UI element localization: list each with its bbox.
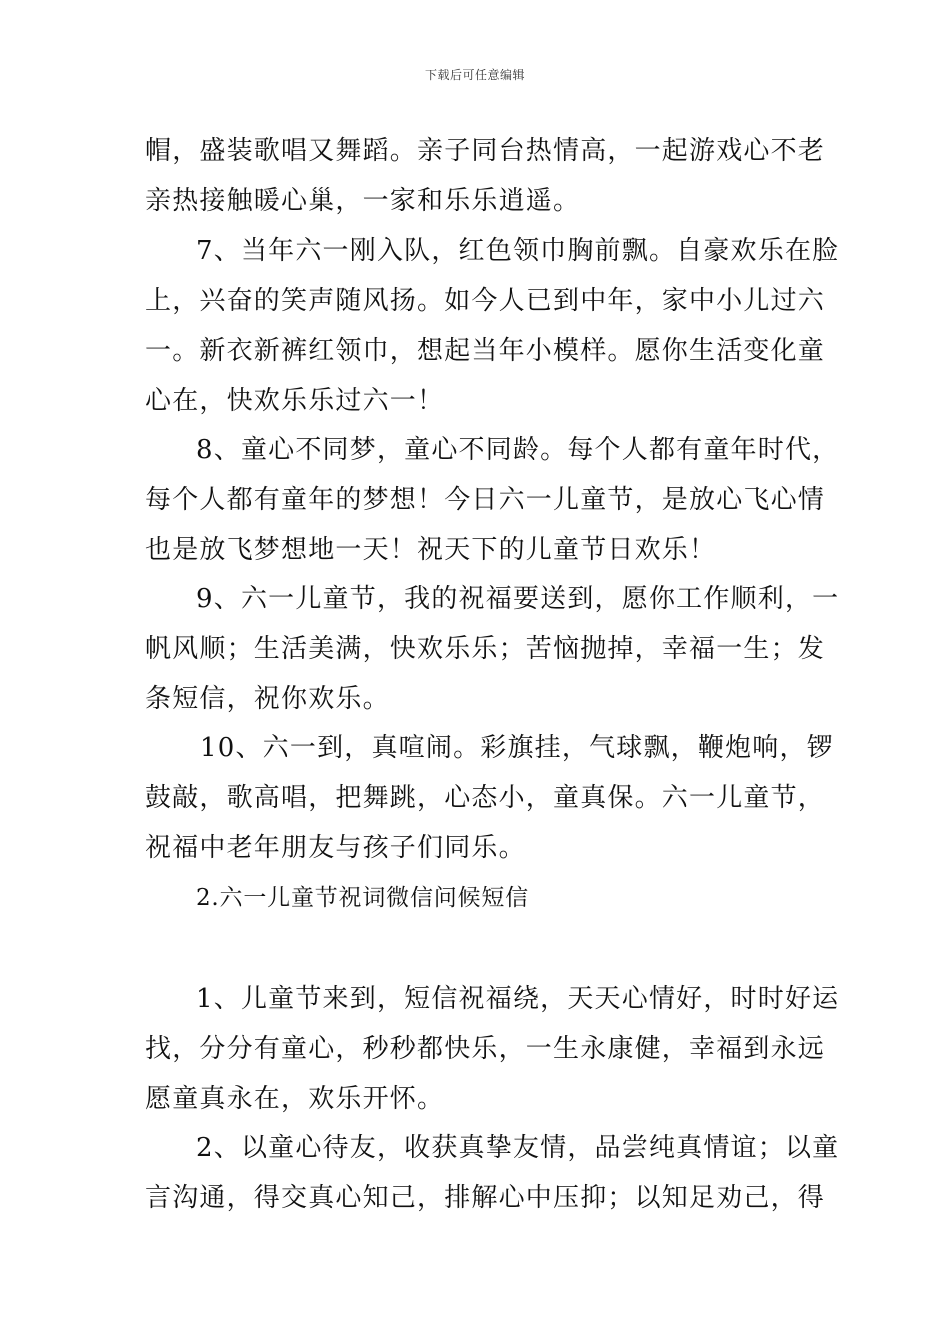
text-line: 8、童心不同梦，童心不同龄。每个人都有童年时代， <box>196 435 840 465</box>
text-line: 言沟通，得交真心知己，排解心中压抑；以知足劝己，得 <box>145 1183 826 1213</box>
text-line: 每个人都有童年的梦想！今日六一儿童节，是放心飞心情 <box>145 485 826 515</box>
text-line: 上，兴奋的笑声随风扬。如今人已到中年，家中小儿过六 <box>145 286 826 316</box>
section-heading: 2.六一儿童节祝词微信问候短信 <box>196 885 529 911</box>
text-line: 心在，快欢乐乐过六一！ <box>145 386 445 416</box>
text-line: 祝福中老年朋友与孩子们同乐。 <box>145 833 526 863</box>
text-line: 条短信，祝你欢乐。 <box>145 684 390 714</box>
text-line: 2、以童心待友，收获真挚友情，品尝纯真情谊；以童 <box>196 1133 840 1163</box>
page-header: 下载后可任意编辑 <box>424 68 525 82</box>
text-line: 9、六一儿童节，我的祝福要送到，愿你工作顺利，一 <box>196 584 840 614</box>
text-line: 帆风顺；生活美满，快欢乐乐；苦恼抛掉，幸福一生；发 <box>145 634 826 664</box>
text-line: 7、当年六一刚入队，红色领巾胸前飘。自豪欢乐在脸 <box>196 236 840 266</box>
text-line: 愿童真永在，欢乐开怀。 <box>145 1084 445 1114</box>
text-line: 一。新衣新裤红领巾，想起当年小模样。愿你生活变化童 <box>145 336 826 366</box>
text-line: 帽，盛装歌唱又舞蹈。亲子同台热情高，一起游戏心不老 <box>145 136 826 166</box>
text-line: 10、六一到，真喧闹。彩旗挂，气球飘，鞭炮响，锣 <box>200 733 834 763</box>
text-line: 亲热接触暖心巢，一家和乐乐逍遥。 <box>145 186 581 216</box>
text-line: 鼓敲，歌高唱，把舞跳，心态小，童真保。六一儿童节， <box>145 783 826 813</box>
text-line: 1、儿童节来到，短信祝福绕，天天心情好，时时好运 <box>196 984 840 1014</box>
text-line: 找，分分有童心，秒秒都快乐，一生永康健，幸福到永远 <box>145 1034 826 1064</box>
text-line: 也是放飞梦想地一天！祝天下的儿童节日欢乐！ <box>145 535 717 565</box>
